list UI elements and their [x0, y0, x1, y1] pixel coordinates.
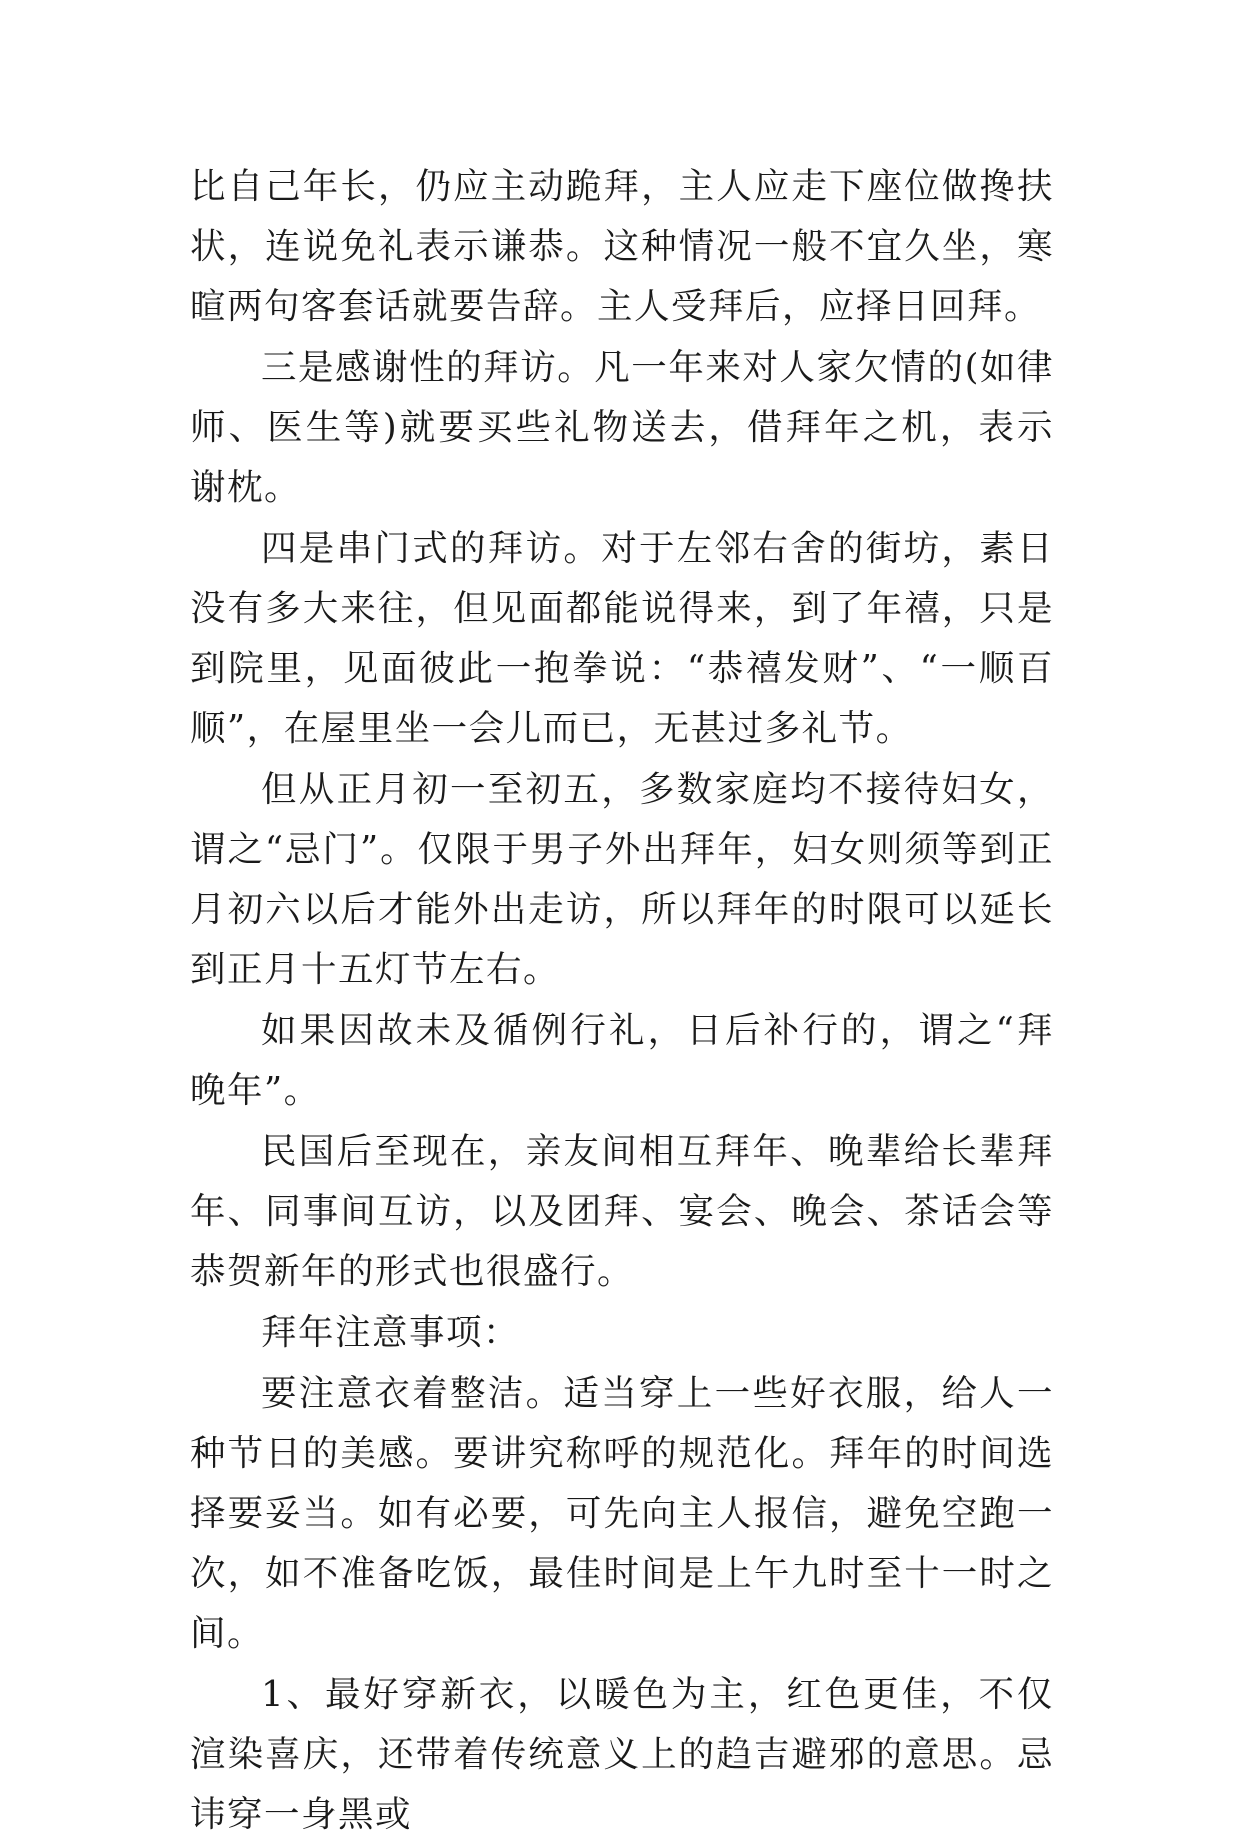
paragraph-item-1: 1、最好穿新衣，以暖色为主，红色更佳，不仅渲染喜庆，还带着传统意义上的趋吉避邪的意思。忌讳穿一身黑或: [190, 1674, 1054, 1835]
paragraph-continued: 比自己年长，仍应主动跪拜，主人应走下座位做搀扶状，连说免礼表示谦恭。这种情况一般不宜久坐，寒暄两句客套话就要告辞。主人受拜后，应择日回拜。: [190, 166, 1054, 327]
paragraph-neighbor-visit: 四是串门式的拜访。对于左邻右舍的街坊，素日没有多大来往，但见面都能说得来，到了年禧，只是到院里，见面彼此一抱拳说：“恭禧发财”、“一顺百顺”，在屋里坐一会儿而已，无甚过多礼节。: [190, 528, 1054, 749]
paragraph-jimen: 但从正月初一至初五，多数家庭均不接待妇女，谓之“忌门”。仅限于男子外出拜年，妇女则须等到正月初六以后才能外出走访，所以拜年的时限可以延长到正月十五灯节左右。: [190, 769, 1054, 990]
document-page: [190, 157, 1054, 1845]
paragraph-gratitude-visit: 三是感谢性的拜访。凡一年来对人家欠情的(如律师、医生等)就要买些礼物送去，借拜年之机，表示谢枕。: [190, 347, 1054, 508]
paragraph-late-new-year: 如果因故未及循例行礼，日后补行的，谓之“拜晚年”。: [190, 1010, 1054, 1111]
paragraph-notes-heading: 拜年注意事项：: [261, 1312, 521, 1353]
paragraph-attire-timing: 要注意衣着整洁。适当穿上一些好衣服，给人一种节日的美感。要讲究称呼的规范化。拜年的时间选择要妥当。如有必要，可先向主人报信，避免空跑一次，如不准备吃饭，最佳时间是上午九时至十一时之间。: [190, 1373, 1054, 1654]
paragraph-republic-era: 民国后至现在，亲友间相互拜年、晚辈给长辈拜年、同事间互访，以及团拜、宴会、晚会、茶话会等恭贺新年的形式也很盛行。: [190, 1131, 1054, 1292]
